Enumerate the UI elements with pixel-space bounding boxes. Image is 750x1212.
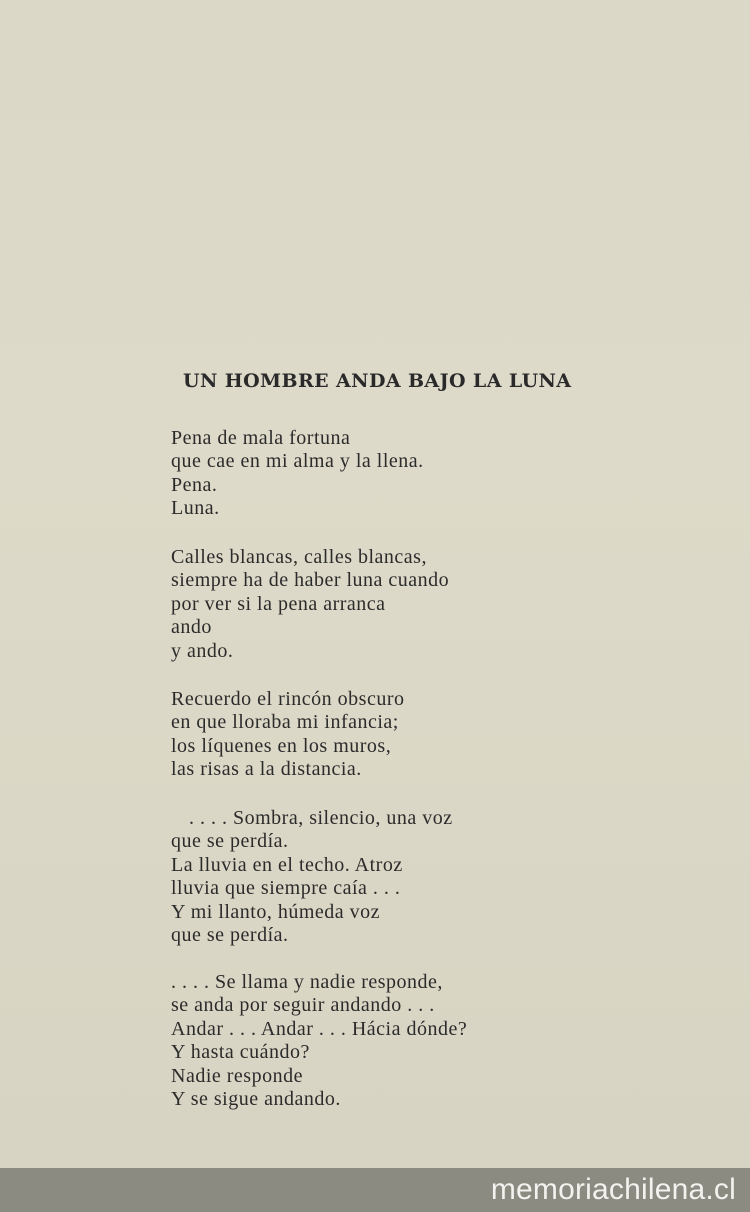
poem-line: Y se sigue andando. [171, 1088, 341, 1111]
poem-line: Pena de mala fortuna [171, 427, 351, 449]
poem-line: las risas a la distancia. [171, 758, 362, 781]
poem-line: lluvia que siempre caía . . . [171, 877, 401, 900]
poem-line: Y hasta cuándo? [171, 1041, 310, 1064]
poem-line: en que lloraba mi infancia; [171, 711, 399, 734]
poem-line: por ver si la pena arranca [171, 592, 386, 615]
poem-line: que se perdía. [171, 924, 289, 947]
poem-line: Y mi llanto, húmeda voz [171, 900, 381, 923]
poem-line: . . . . Se llama y nadie responde, [171, 971, 443, 993]
poem-line: se anda por seguir andando . . . [171, 994, 435, 1017]
stanza-4 [171, 807, 453, 947]
poem-line: que se perdía. [171, 830, 289, 853]
watermark: memoriachilena.cl [490, 1173, 736, 1206]
poem-line: . . . . Sombra, silencio, una voz [189, 807, 453, 829]
poem-line: Nadie responde [171, 1064, 303, 1087]
stanza-2 [171, 546, 449, 663]
poem-line: Calles blancas, calles blancas, [171, 546, 427, 568]
poem-line: Pena. [171, 473, 218, 496]
poem-line: La lluvia en el techo. Atroz [171, 853, 403, 876]
poem-line: Recuerdo el rincón obscuro [171, 688, 405, 710]
poem-line: Andar . . . Andar . . . Hácia dónde? [171, 1017, 468, 1040]
poem-line: los líquenes en los muros, [171, 734, 392, 757]
poem-line: Luna. [171, 497, 220, 520]
stanza-5 [171, 971, 467, 1111]
poem-line: siempre ha de haber luna cuando [171, 569, 450, 592]
poem-line: y ando. [171, 639, 234, 662]
poem-line: ando [171, 616, 212, 639]
poem-title: UN HOMBRE ANDA BAJO LA LUNA [183, 370, 572, 392]
stanza-3 [171, 688, 404, 782]
stanza-1 [171, 427, 424, 521]
poem-line: que cae en mi alma y la llena. [171, 450, 424, 473]
